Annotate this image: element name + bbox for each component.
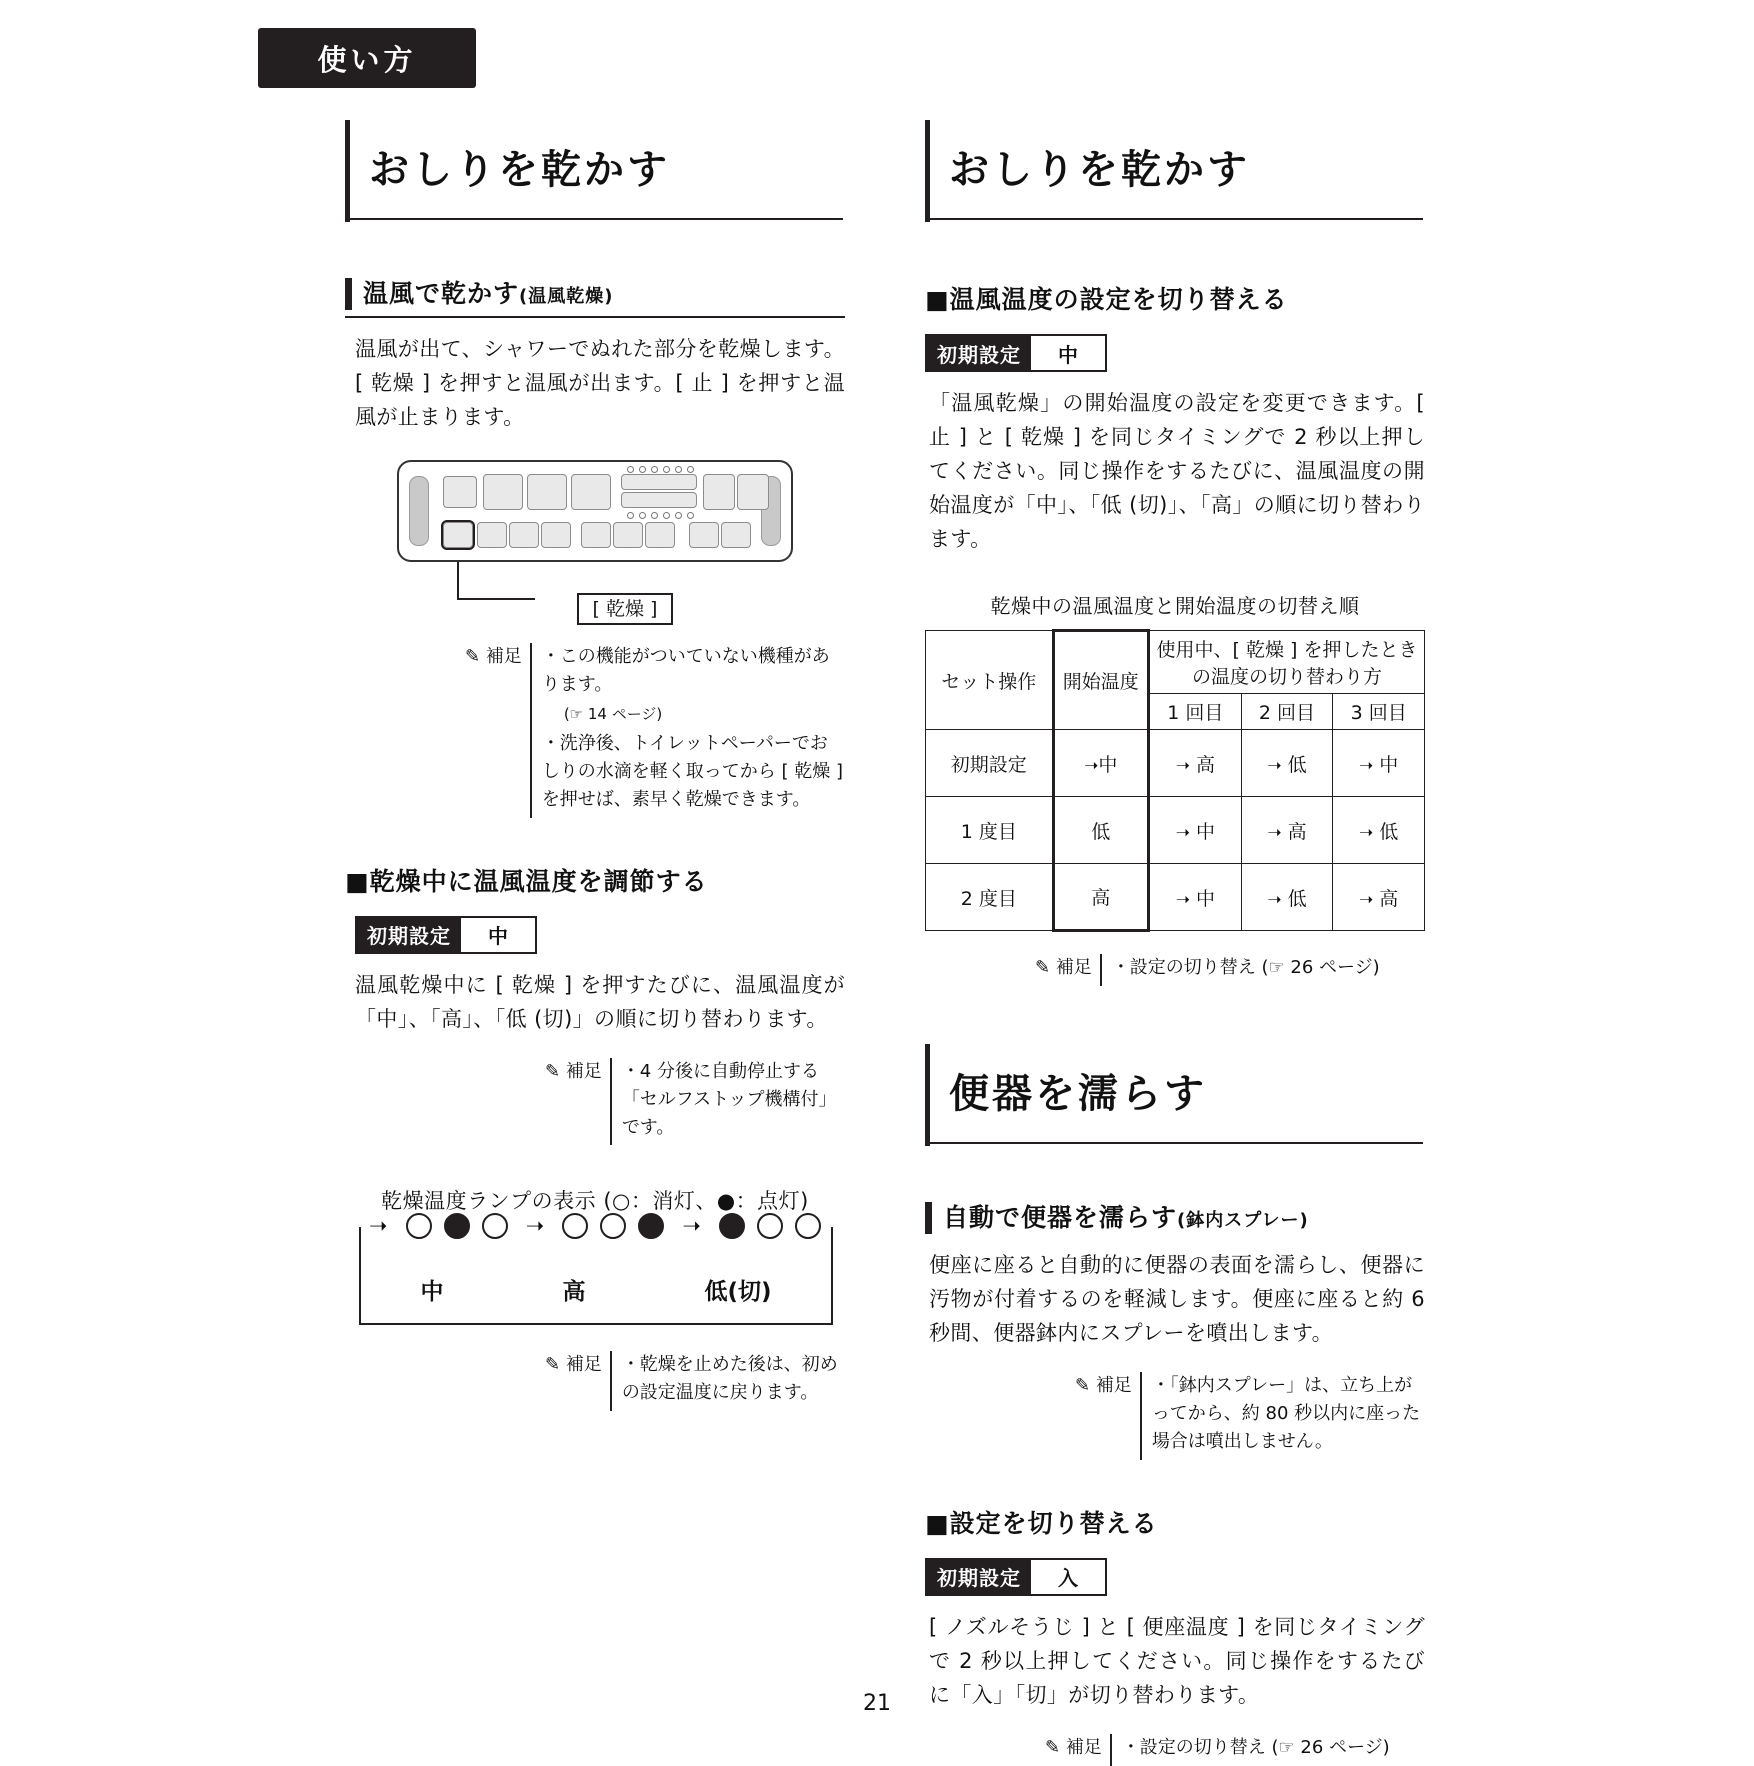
table-subheader: 3 回目 xyxy=(1333,694,1425,730)
note-switch-setting-1 xyxy=(1035,954,1425,986)
note-item: ・乾燥を止めた後は、初めの設定温度に戻ります。 xyxy=(621,1354,838,1404)
paragraph-adjust-temp: 温風乾燥中に [ 乾燥 ] を押すたびに、温風温度が「中」、「高」、「低 (切)」の順に切り替わります。 xyxy=(355,972,845,1031)
table-cell-step: ➝ 高 xyxy=(1241,797,1333,864)
pen-icon: ✎ 補足 xyxy=(545,1060,602,1082)
note-item: ・この機能がついていない機種があります。 xyxy=(541,646,830,695)
chapter-bar xyxy=(925,120,930,222)
section-heading-warm-dry xyxy=(345,274,845,318)
lamp-off-icon xyxy=(757,1213,783,1239)
pen-icon: ✎ 補足 xyxy=(465,646,522,668)
arrow-icon: ➝ xyxy=(682,1213,701,1239)
table-cell-start: 低 xyxy=(1053,797,1148,864)
lamp-group-2 xyxy=(558,1213,668,1239)
pen-icon: ✎ 補足 xyxy=(1035,957,1092,979)
lamp-off-icon xyxy=(562,1213,588,1239)
table-cell-step: ➝ 中 xyxy=(1333,730,1425,797)
table-caption: 乾燥中の温風温度と開始温度の切替え順 xyxy=(990,594,1360,619)
lamp-diagram xyxy=(359,1213,833,1325)
section-tag: 使い方 xyxy=(258,28,476,88)
callout-connector xyxy=(399,562,791,606)
table-header-group: 使用中、[ 乾燥 ] を押したときの温度の切り替わり方 xyxy=(1149,631,1425,694)
arrow-icon: ➝ xyxy=(369,1213,388,1239)
note-item: (☞ 14 ページ) xyxy=(563,704,663,723)
section-heading-auto-wet xyxy=(925,1198,1425,1234)
badge-label: 初期設定 xyxy=(927,1560,1031,1594)
table-cell-start: 高 xyxy=(1053,864,1148,931)
table-cell-step: ➝ 低 xyxy=(1333,797,1425,864)
pen-icon: ✎ 補足 xyxy=(1045,1736,1102,1758)
remote-button-bidet xyxy=(527,474,567,510)
chapter-title: おしりを乾かす xyxy=(949,147,1250,193)
remote-button-a4 xyxy=(581,522,611,548)
remote-button-wash-strength xyxy=(621,474,697,490)
chapter-heading-left xyxy=(345,120,845,220)
note-items xyxy=(610,1058,845,1146)
lamp-labels xyxy=(361,1273,831,1306)
table-cell-op: 2 度目 xyxy=(926,864,1054,931)
remote-button-dry xyxy=(443,522,473,548)
remote-button-a6 xyxy=(645,522,675,548)
heading-bar xyxy=(345,278,352,310)
table-subheader: 1 回目 xyxy=(1149,694,1242,730)
lamp-off-icon xyxy=(406,1213,432,1239)
note-item: ・設定の切り替え (☞ 26 ページ) xyxy=(1121,1736,1390,1758)
remote-button-wash-position xyxy=(621,492,697,508)
note-item: ・設定の切り替え (☞ 26 ページ) xyxy=(1111,957,1380,979)
table-cell-step: ➝ 中 xyxy=(1149,797,1242,864)
lamp-row xyxy=(361,1213,831,1239)
table-cell-op: 1 度目 xyxy=(926,797,1054,864)
arrow-icon: ➝ xyxy=(525,1213,545,1239)
lamp-off-icon xyxy=(600,1213,626,1239)
note-spray xyxy=(1075,1372,1425,1460)
heading-rule xyxy=(345,316,845,318)
remote-button-a1 xyxy=(477,522,507,548)
table-row xyxy=(926,864,1425,931)
table-cell-step: ➝ 低 xyxy=(1241,730,1333,797)
chapter-bar xyxy=(925,1044,930,1146)
badge-value: 中 xyxy=(461,918,535,952)
pen-icon: ✎ 補足 xyxy=(1075,1375,1132,1397)
page-number: 21 xyxy=(863,1691,891,1716)
lamp-on-icon xyxy=(719,1213,745,1239)
table-cell-step: ➝ 高 xyxy=(1333,864,1425,931)
remote-button-a2 xyxy=(509,522,539,548)
paragraph-switch-setting: [ ノズルそうじ ] と [ 便座温度 ] を同じタイミングで 2 秒以上押してください。同じ操作をするたびに「入」「切」が切り替わります。 xyxy=(929,1614,1425,1707)
lamp-on-icon xyxy=(444,1213,470,1239)
table-header-row xyxy=(926,631,1425,694)
table-header-op: セット操作 xyxy=(926,631,1054,730)
remote-button-stop xyxy=(443,476,477,508)
subsection-adjust-temp: ■乾燥中に温風温度を調節する xyxy=(345,866,708,896)
note-item: ・4 分後に自動停止する「セルフストップ機構付」です。 xyxy=(621,1060,837,1138)
remote-button-a8 xyxy=(721,522,751,548)
table-cell-step: ➝ 中 xyxy=(1149,864,1242,931)
remote-button-a7 xyxy=(689,522,719,548)
note-item: ・「鉢内スプレー」は、立ち上がってから、約 80 秒以内に座った場合は噴出しません。 xyxy=(1151,1375,1421,1452)
chapter-heading-right xyxy=(925,120,1425,220)
heading-bar xyxy=(925,1202,932,1234)
paragraph-warm-dry: 温風が出て、シャワーでぬれた部分を乾燥します。[ 乾燥 ] を押すと温風が出ます。[ 止 ] を押すと温風が止まります。 xyxy=(355,337,845,430)
default-setting-badge-1 xyxy=(355,916,537,954)
lamp-group-1 xyxy=(402,1213,512,1239)
note-warm-dry xyxy=(465,643,845,818)
subsection-switch-temp: ■温風温度の設定を切り替える xyxy=(925,285,1288,314)
remote-button-flush-small xyxy=(737,474,769,510)
table-cell-op: 初期設定 xyxy=(926,730,1054,797)
lamp-group-3 xyxy=(715,1213,825,1239)
section-heading-text: 温風で乾かす xyxy=(363,279,520,308)
lamp-label: 低(切) xyxy=(704,1279,772,1306)
left-column xyxy=(345,120,845,1411)
badge-value: 入 xyxy=(1031,1560,1105,1594)
note-restore-temp xyxy=(545,1351,845,1411)
remote-side-left xyxy=(409,476,429,546)
chapter-title: おしりを乾かす xyxy=(369,147,670,193)
section-heading-text: 自動で便器を濡らす xyxy=(943,1202,1178,1232)
remote-button-oshiri xyxy=(483,474,523,510)
chapter-bar xyxy=(345,120,350,222)
right-column xyxy=(925,120,1425,1766)
chapter-heading-wet-bowl xyxy=(925,1044,1425,1144)
temperature-table xyxy=(925,629,1425,932)
table-cell-step: ➝ 高 xyxy=(1149,730,1242,797)
lamp-label: 中 xyxy=(420,1279,444,1306)
lamp-diagram-title: 乾燥温度ランプの表示 (○：消灯、●：点灯) xyxy=(381,1189,809,1214)
note-items xyxy=(610,1351,845,1411)
paragraph-switch-temp: 「温風乾燥」の開始温度の設定を変更できます。[ 止 ] と [ 乾燥 ] を同じタイミングで 2 秒以上押してください。同じ操作をするたびに、温風温度の開始温度が「中」、「低 (切)」、「高」の順に切り替わります。 xyxy=(929,391,1425,552)
table-header-start: 開始温度 xyxy=(1053,631,1148,730)
lamp-on-icon xyxy=(638,1213,664,1239)
section-heading-sub: (鉢内スプレー) xyxy=(1177,1209,1309,1231)
subsection-switch-setting: ■設定を切り替える xyxy=(925,1508,1158,1538)
table-cell-start: ➝中 xyxy=(1053,730,1148,797)
default-setting-badge-3 xyxy=(925,1558,1107,1596)
pen-icon: ✎ 補足 xyxy=(545,1354,602,1376)
remote-body xyxy=(397,460,793,562)
badge-label: 初期設定 xyxy=(357,918,461,952)
remote-button-flush-large xyxy=(703,474,735,510)
lamp-label: 高 xyxy=(562,1279,586,1306)
paragraph-auto-wet: 便座に座ると自動的に便器の表面を濡らし、便器に汚物が付着するのを軽減します。便座に座ると約 6 秒間、便器鉢内にスプレーを噴出します。 xyxy=(929,1252,1425,1345)
note-item: ・洗浄後、トイレットペーパーでおしりの水滴を軽く取ってから [ 乾燥 ] を押せば、素早く乾燥できます。 xyxy=(541,733,844,810)
lamp-off-icon xyxy=(795,1213,821,1239)
badge-value: 中 xyxy=(1031,336,1105,370)
table-cell-step: ➝ 低 xyxy=(1241,864,1333,931)
badge-label: 初期設定 xyxy=(927,336,1031,370)
table-subheader: 2 回目 xyxy=(1241,694,1333,730)
lamp-off-icon xyxy=(482,1213,508,1239)
default-setting-badge-2 xyxy=(925,334,1107,372)
remote-illustration xyxy=(345,460,845,621)
remote-button-a5 xyxy=(613,522,643,548)
remote-button-a3 xyxy=(541,522,571,548)
note-items xyxy=(1100,954,1380,986)
table-row xyxy=(926,730,1425,797)
note-items xyxy=(1140,1372,1425,1460)
note-items xyxy=(1110,1734,1390,1766)
table-row xyxy=(926,797,1425,864)
note-items xyxy=(530,643,845,818)
section-heading-sub: (温風乾燥) xyxy=(519,286,614,307)
chapter-title: 便器を濡らす xyxy=(949,1070,1207,1117)
callout-label-dry: [ 乾燥 ] xyxy=(577,593,674,625)
remote-button-move xyxy=(571,474,611,510)
note-switch-setting-2 xyxy=(1045,1734,1425,1766)
note-self-stop xyxy=(545,1058,845,1146)
